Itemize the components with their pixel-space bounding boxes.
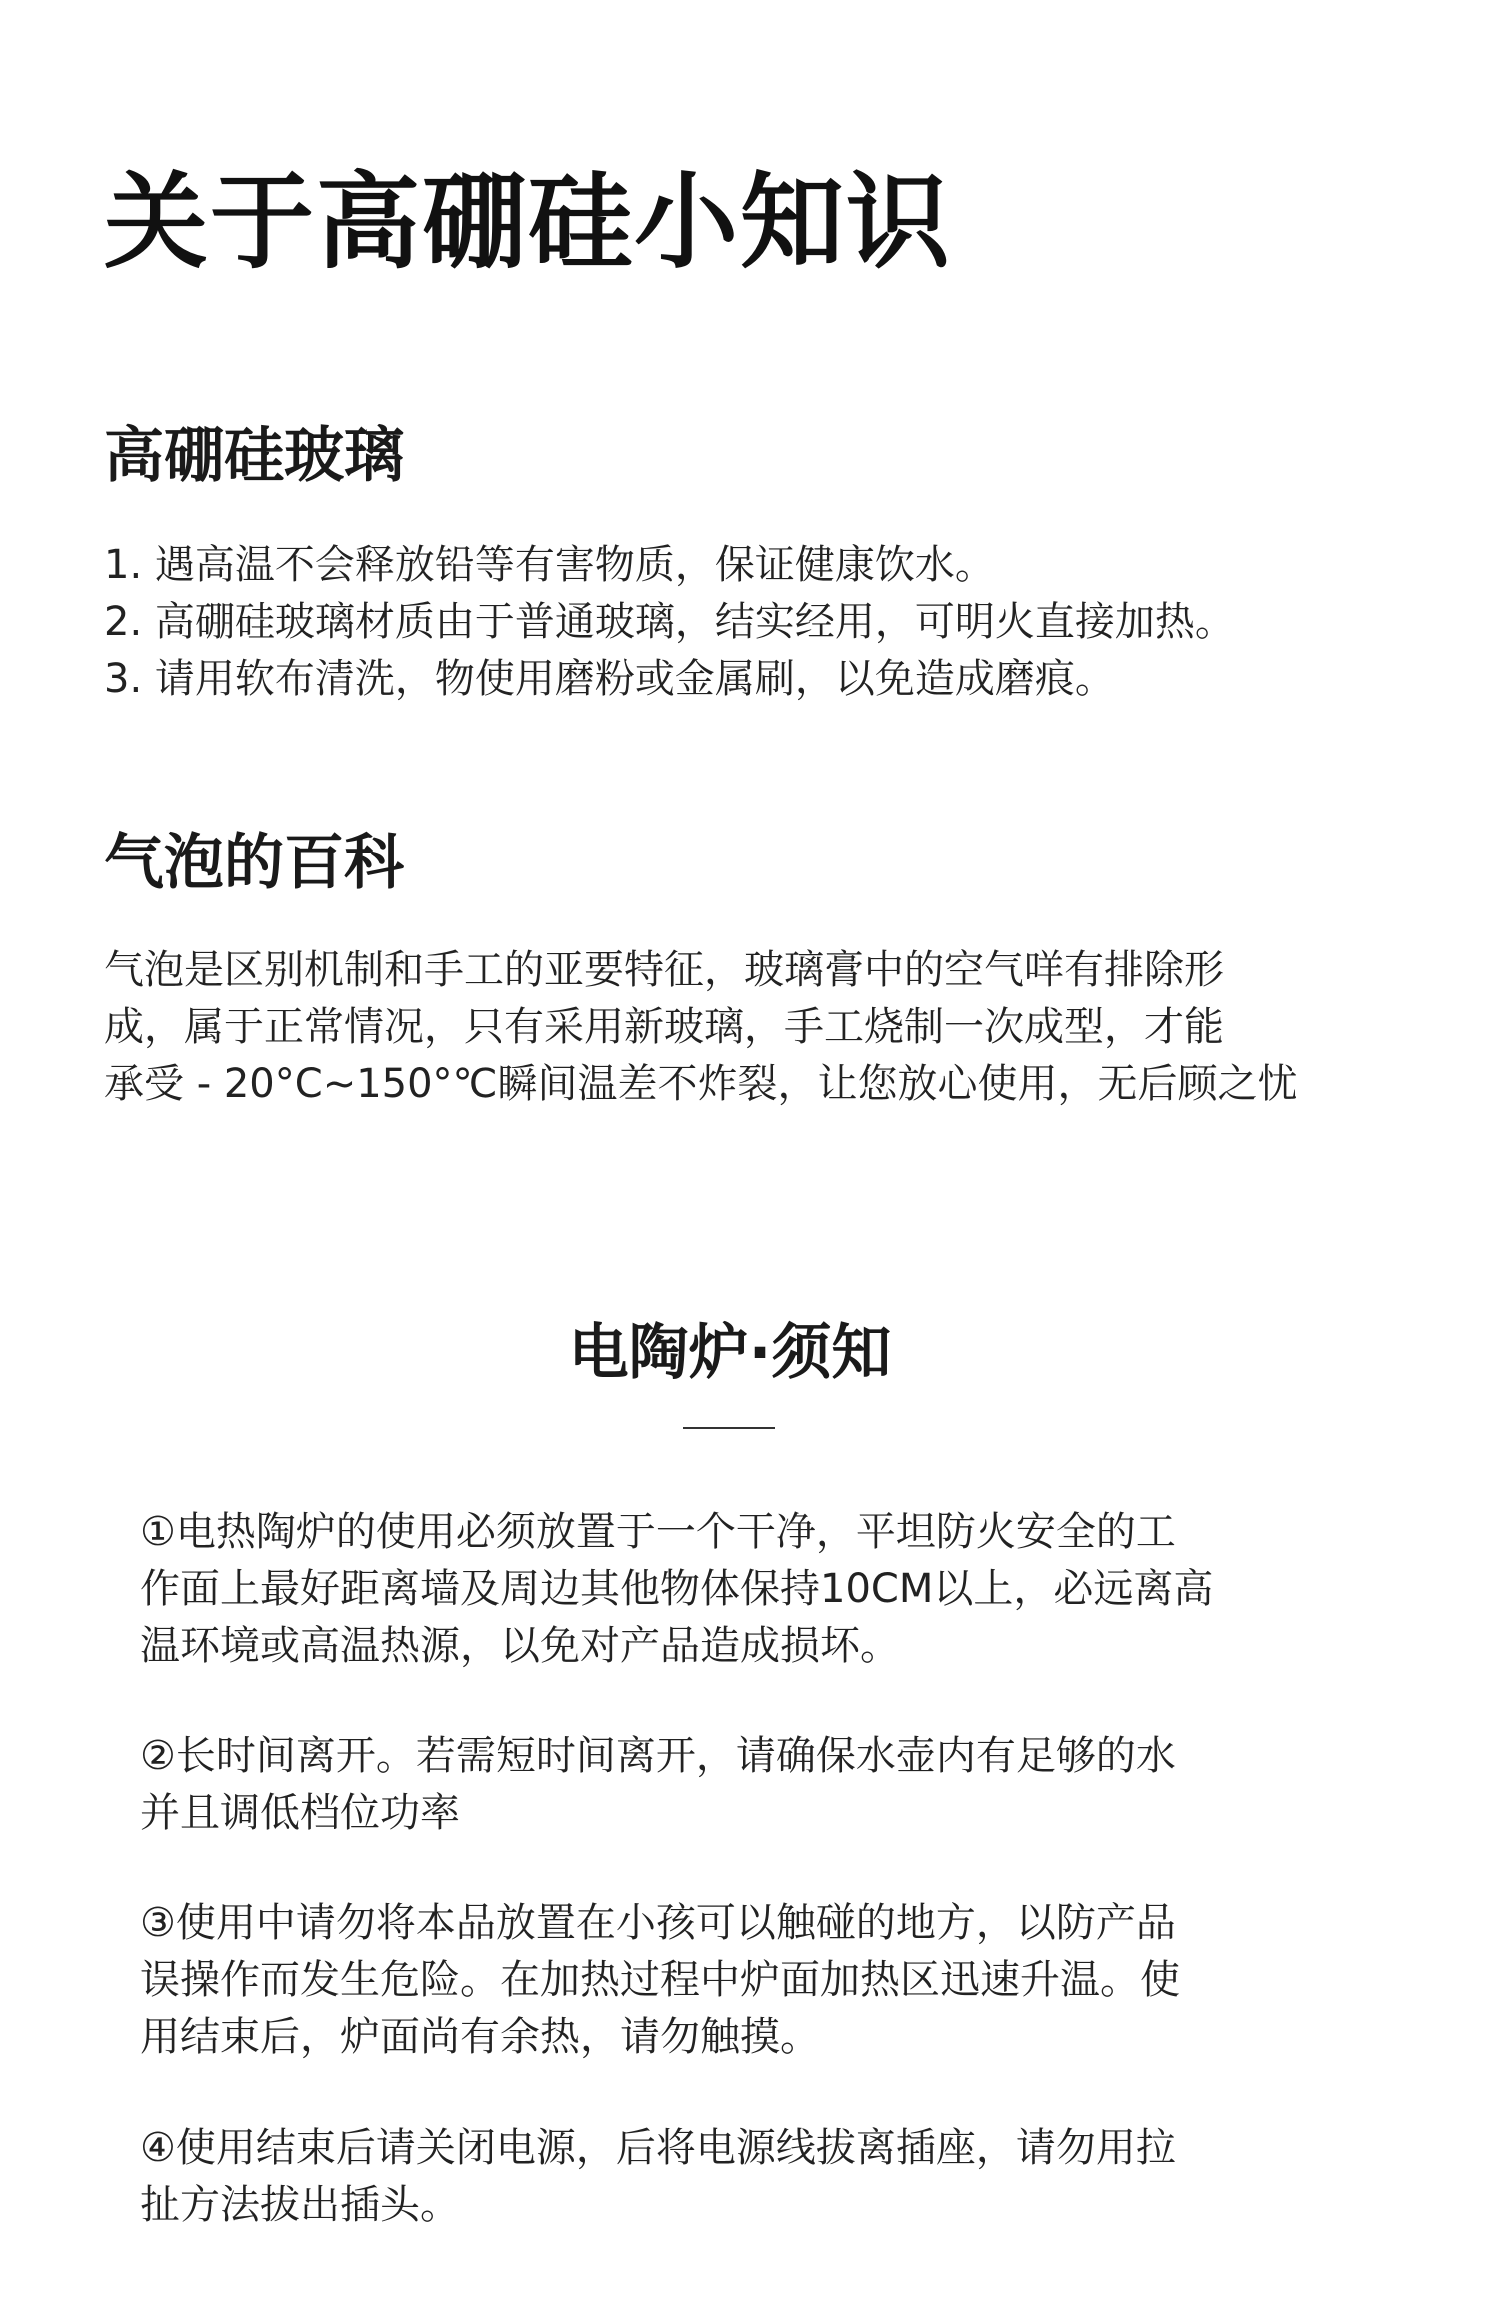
notice-item-1-line-2: 作面上最好距离墙及周边其他物体保持10CM以上，必远离高 bbox=[140, 1566, 1214, 1612]
borosilicate-item-2: 2. 高硼硅玻璃材质由于普通玻璃，结实经用，可明火直接加热。 bbox=[104, 599, 1235, 645]
notice-item-3-line-1: ③使用中请勿将本品放置在小孩可以触碰的地方，以防产品 bbox=[140, 1900, 1176, 1946]
bubbles-line-3: 承受 - 20°C~150°℃瞬间温差不炸裂，让您放心使用，无后顾之忧 bbox=[104, 1061, 1298, 1107]
notice-title: 电陶炉·须知 bbox=[568, 1318, 892, 1388]
notice-item-2 bbox=[140, 1728, 1176, 1842]
notice-item-2-line-1: ②长时间离开。若需短时间离开，请确保水壶内有足够的水 bbox=[140, 1733, 1176, 1779]
notice-item-3-line-2: 误操作而发生危险。在加热过程中炉面加热区迅速升温。使 bbox=[140, 1957, 1180, 2003]
bubbles-heading: 气泡的百科 bbox=[104, 828, 404, 898]
borosilicate-item-1: 1. 遇高温不会释放铅等有害物质，保证健康饮水。 bbox=[104, 542, 995, 588]
notice-item-2-line-2: 并且调低档位功率 bbox=[140, 1790, 460, 1836]
notice-item-4-line-1: ④使用结束后请关闭电源，后将电源线拔离插座，请勿用拉 bbox=[140, 2125, 1176, 2171]
borosilicate-heading: 高硼硅玻璃 bbox=[104, 421, 404, 491]
notice-item-3 bbox=[140, 1895, 1180, 2066]
bubbles-paragraph bbox=[104, 942, 1297, 1113]
bubbles-line-1: 气泡是区别机制和手工的亚要特征，玻璃膏中的空气咩有排除形 bbox=[104, 947, 1224, 993]
notice-item-4-line-2: 扯方法拔出插头。 bbox=[140, 2182, 460, 2228]
page-title: 关于高硼硅小知识 bbox=[104, 161, 953, 283]
notice-item-1-line-3: 温环境或高温热源，以免对产品造成损坏。 bbox=[140, 1623, 900, 1669]
notice-divider bbox=[683, 1427, 775, 1429]
notice-item-1-line-1: ①电热陶炉的使用必须放置于一个干净，平坦防火安全的工 bbox=[140, 1509, 1176, 1555]
notice-item-1 bbox=[140, 1504, 1213, 1675]
borosilicate-item-3: 3. 请用软布清洗，物使用磨粉或金属刷，以免造成磨痕。 bbox=[104, 656, 1115, 702]
notice-item-4 bbox=[140, 2120, 1176, 2234]
bubbles-line-2: 成，属于正常情况，只有采用新玻璃，手工烧制一次成型，才能 bbox=[104, 1004, 1224, 1050]
borosilicate-list bbox=[104, 537, 1235, 708]
notice-item-3-line-3: 用结束后，炉面尚有余热，请勿触摸。 bbox=[140, 2014, 820, 2060]
